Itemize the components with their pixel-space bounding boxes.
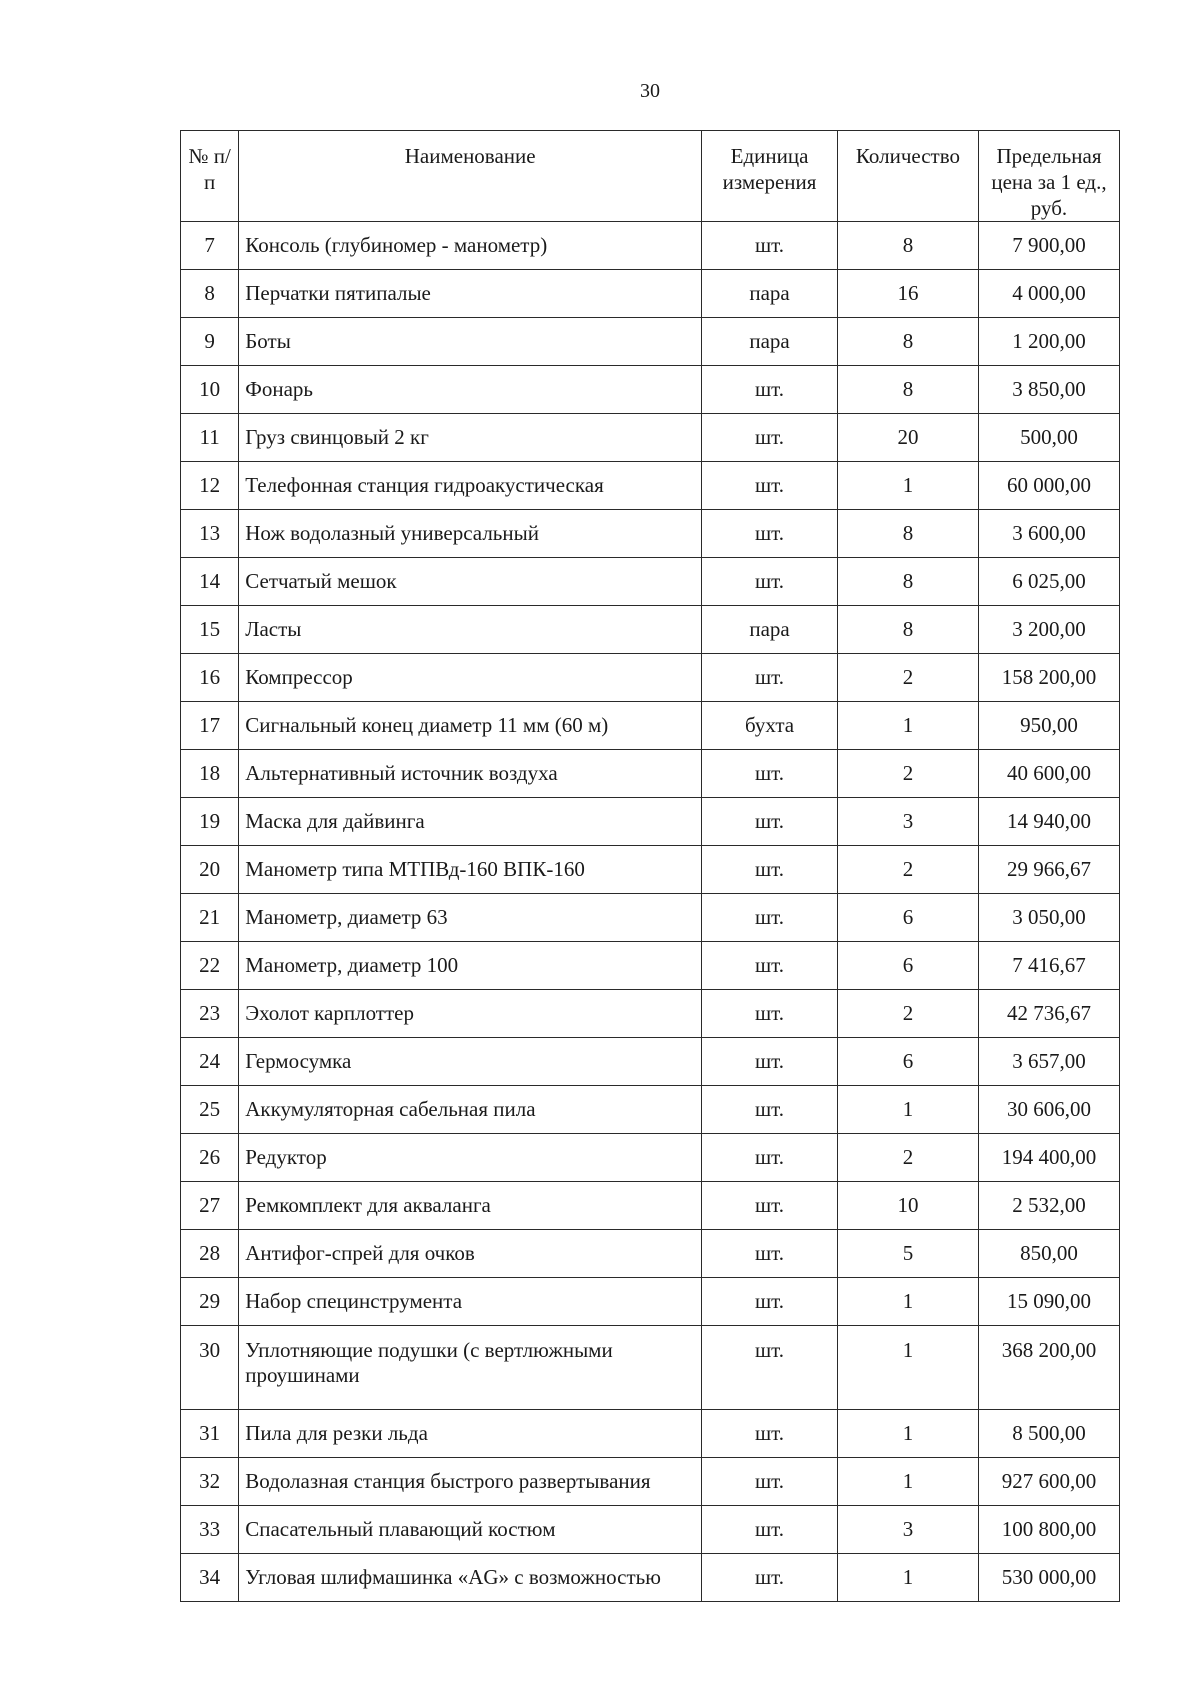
row-name: Консоль (глубиномер - манометр)	[239, 222, 702, 270]
row-qty: 2	[837, 654, 978, 702]
row-qty: 20	[837, 414, 978, 462]
row-unit: шт.	[702, 222, 838, 270]
row-qty: 1	[837, 462, 978, 510]
row-num: 9	[181, 318, 239, 366]
row-name: Водолазная станция быстрого развертывания	[239, 1458, 702, 1506]
row-price: 42 736,67	[978, 990, 1119, 1038]
row-name: Уплотняющие подушки (с вертлюжными проушинами	[239, 1326, 702, 1410]
row-qty: 2	[837, 750, 978, 798]
table-row	[181, 414, 1120, 462]
row-num: 14	[181, 558, 239, 606]
header-price: Предельная цена за 1 ед., руб.	[978, 131, 1119, 222]
table-row	[181, 750, 1120, 798]
row-num: 20	[181, 846, 239, 894]
row-unit: шт.	[702, 894, 838, 942]
row-price: 3 200,00	[978, 606, 1119, 654]
row-qty: 6	[837, 1038, 978, 1086]
row-unit: шт.	[702, 846, 838, 894]
row-unit: шт.	[702, 1230, 838, 1278]
row-qty: 2	[837, 846, 978, 894]
row-price: 950,00	[978, 702, 1119, 750]
row-unit: шт.	[702, 1278, 838, 1326]
row-name: Манометр типа МТПВд-160 ВПК-160	[239, 846, 702, 894]
row-name: Гермосумка	[239, 1038, 702, 1086]
row-qty: 8	[837, 606, 978, 654]
row-qty: 6	[837, 942, 978, 990]
row-price: 530 000,00	[978, 1554, 1119, 1602]
row-price: 850,00	[978, 1230, 1119, 1278]
table-row	[181, 1038, 1120, 1086]
table-row	[181, 1506, 1120, 1554]
row-qty: 8	[837, 318, 978, 366]
row-num: 31	[181, 1410, 239, 1458]
row-price: 3 657,00	[978, 1038, 1119, 1086]
row-num: 25	[181, 1086, 239, 1134]
goods-table	[180, 130, 1120, 1602]
row-qty: 2	[837, 990, 978, 1038]
table-row	[181, 1326, 1120, 1410]
row-unit: шт.	[702, 1038, 838, 1086]
row-name: Манометр, диаметр 100	[239, 942, 702, 990]
row-name: Эхолот карплоттер	[239, 990, 702, 1038]
table-row	[181, 702, 1120, 750]
row-unit: пара	[702, 270, 838, 318]
table-body	[181, 222, 1120, 1602]
row-price: 927 600,00	[978, 1458, 1119, 1506]
row-name: Набор специнструмента	[239, 1278, 702, 1326]
row-unit: шт.	[702, 1506, 838, 1554]
row-qty: 8	[837, 510, 978, 558]
table-row	[181, 222, 1120, 270]
row-price: 7 416,67	[978, 942, 1119, 990]
table-row	[181, 798, 1120, 846]
row-num: 34	[181, 1554, 239, 1602]
row-unit: шт.	[702, 1182, 838, 1230]
row-num: 15	[181, 606, 239, 654]
table-row	[181, 1086, 1120, 1134]
row-qty: 1	[837, 1410, 978, 1458]
row-qty: 1	[837, 1278, 978, 1326]
row-unit: шт.	[702, 1134, 838, 1182]
row-unit: шт.	[702, 942, 838, 990]
row-num: 10	[181, 366, 239, 414]
table-row	[181, 1278, 1120, 1326]
table-row	[181, 942, 1120, 990]
row-qty: 1	[837, 1086, 978, 1134]
row-unit: шт.	[702, 558, 838, 606]
row-qty: 1	[837, 702, 978, 750]
row-qty: 1	[837, 1554, 978, 1602]
row-price: 3 850,00	[978, 366, 1119, 414]
row-price: 3 600,00	[978, 510, 1119, 558]
row-unit: пара	[702, 318, 838, 366]
row-price: 4 000,00	[978, 270, 1119, 318]
row-num: 26	[181, 1134, 239, 1182]
row-price: 7 900,00	[978, 222, 1119, 270]
row-unit: шт.	[702, 1554, 838, 1602]
table-header-row	[181, 131, 1120, 222]
table-row	[181, 366, 1120, 414]
row-qty: 5	[837, 1230, 978, 1278]
row-price: 29 966,67	[978, 846, 1119, 894]
row-unit: шт.	[702, 654, 838, 702]
row-name: Груз свинцовый 2 кг	[239, 414, 702, 462]
row-name: Телефонная станция гидроакустическая	[239, 462, 702, 510]
table-row	[181, 1182, 1120, 1230]
table-row	[181, 846, 1120, 894]
row-num: 29	[181, 1278, 239, 1326]
row-num: 21	[181, 894, 239, 942]
row-num: 19	[181, 798, 239, 846]
row-num: 23	[181, 990, 239, 1038]
row-name: Угловая шлифмашинка «AG» с возможностью	[239, 1554, 702, 1602]
row-num: 27	[181, 1182, 239, 1230]
row-num: 22	[181, 942, 239, 990]
table-row	[181, 1410, 1120, 1458]
row-price: 60 000,00	[978, 462, 1119, 510]
row-num: 33	[181, 1506, 239, 1554]
header-num: № п/п	[181, 131, 239, 222]
row-num: 24	[181, 1038, 239, 1086]
row-qty: 3	[837, 1506, 978, 1554]
row-price: 3 050,00	[978, 894, 1119, 942]
row-num: 30	[181, 1326, 239, 1410]
row-price: 15 090,00	[978, 1278, 1119, 1326]
row-unit: шт.	[702, 510, 838, 558]
header-qty: Количество	[837, 131, 978, 222]
row-num: 7	[181, 222, 239, 270]
row-num: 28	[181, 1230, 239, 1278]
row-unit: шт.	[702, 366, 838, 414]
table-row	[181, 1134, 1120, 1182]
row-name: Антифог-спрей для очков	[239, 1230, 702, 1278]
row-name: Пила для резки льда	[239, 1410, 702, 1458]
table-row	[181, 462, 1120, 510]
row-unit: шт.	[702, 798, 838, 846]
row-price: 100 800,00	[978, 1506, 1119, 1554]
header-name: Наименование	[239, 131, 702, 222]
row-name: Сетчатый мешок	[239, 558, 702, 606]
row-name: Фонарь	[239, 366, 702, 414]
row-price: 368 200,00	[978, 1326, 1119, 1410]
row-price: 40 600,00	[978, 750, 1119, 798]
row-name: Нож водолазный универсальный	[239, 510, 702, 558]
table-row	[181, 270, 1120, 318]
row-qty: 16	[837, 270, 978, 318]
table-row	[181, 606, 1120, 654]
row-num: 12	[181, 462, 239, 510]
row-name: Маска для дайвинга	[239, 798, 702, 846]
row-name: Перчатки пятипалые	[239, 270, 702, 318]
row-unit: шт.	[702, 750, 838, 798]
row-name: Аккумуляторная сабельная пила	[239, 1086, 702, 1134]
row-price: 8 500,00	[978, 1410, 1119, 1458]
row-unit: шт.	[702, 414, 838, 462]
row-price: 1 200,00	[978, 318, 1119, 366]
row-unit: шт.	[702, 1458, 838, 1506]
row-name: Боты	[239, 318, 702, 366]
row-qty: 1	[837, 1458, 978, 1506]
table-row	[181, 654, 1120, 702]
row-qty: 8	[837, 222, 978, 270]
row-num: 18	[181, 750, 239, 798]
row-unit: шт.	[702, 990, 838, 1038]
table-row	[181, 1230, 1120, 1278]
row-name: Компрессор	[239, 654, 702, 702]
row-price: 6 025,00	[978, 558, 1119, 606]
row-price: 158 200,00	[978, 654, 1119, 702]
row-unit: шт.	[702, 462, 838, 510]
table-row	[181, 990, 1120, 1038]
row-name: Спасательный плавающий костюм	[239, 1506, 702, 1554]
row-name: Ремкомплект для акваланга	[239, 1182, 702, 1230]
row-qty: 10	[837, 1182, 978, 1230]
row-qty: 1	[837, 1326, 978, 1410]
row-name: Альтернативный источник воздуха	[239, 750, 702, 798]
header-unit: Единица измерения	[702, 131, 838, 222]
row-qty: 8	[837, 558, 978, 606]
row-num: 13	[181, 510, 239, 558]
row-price: 500,00	[978, 414, 1119, 462]
row-name: Редуктор	[239, 1134, 702, 1182]
row-unit: пара	[702, 606, 838, 654]
row-price: 194 400,00	[978, 1134, 1119, 1182]
row-unit: шт.	[702, 1326, 838, 1410]
row-num: 8	[181, 270, 239, 318]
row-num: 32	[181, 1458, 239, 1506]
row-unit: бухта	[702, 702, 838, 750]
table-row	[181, 510, 1120, 558]
table-row	[181, 558, 1120, 606]
row-price: 14 940,00	[978, 798, 1119, 846]
row-num: 17	[181, 702, 239, 750]
table-row	[181, 1554, 1120, 1602]
row-name: Ласты	[239, 606, 702, 654]
row-name: Сигнальный конец диаметр 11 мм (60 м)	[239, 702, 702, 750]
row-name: Манометр, диаметр 63	[239, 894, 702, 942]
row-qty: 8	[837, 366, 978, 414]
row-qty: 3	[837, 798, 978, 846]
row-num: 11	[181, 414, 239, 462]
row-price: 30 606,00	[978, 1086, 1119, 1134]
page-number: 30	[640, 80, 660, 102]
row-qty: 6	[837, 894, 978, 942]
row-unit: шт.	[702, 1086, 838, 1134]
row-unit: шт.	[702, 1410, 838, 1458]
row-qty: 2	[837, 1134, 978, 1182]
row-price: 2 532,00	[978, 1182, 1119, 1230]
table-row	[181, 1458, 1120, 1506]
table-row	[181, 318, 1120, 366]
row-num: 16	[181, 654, 239, 702]
table-row	[181, 894, 1120, 942]
